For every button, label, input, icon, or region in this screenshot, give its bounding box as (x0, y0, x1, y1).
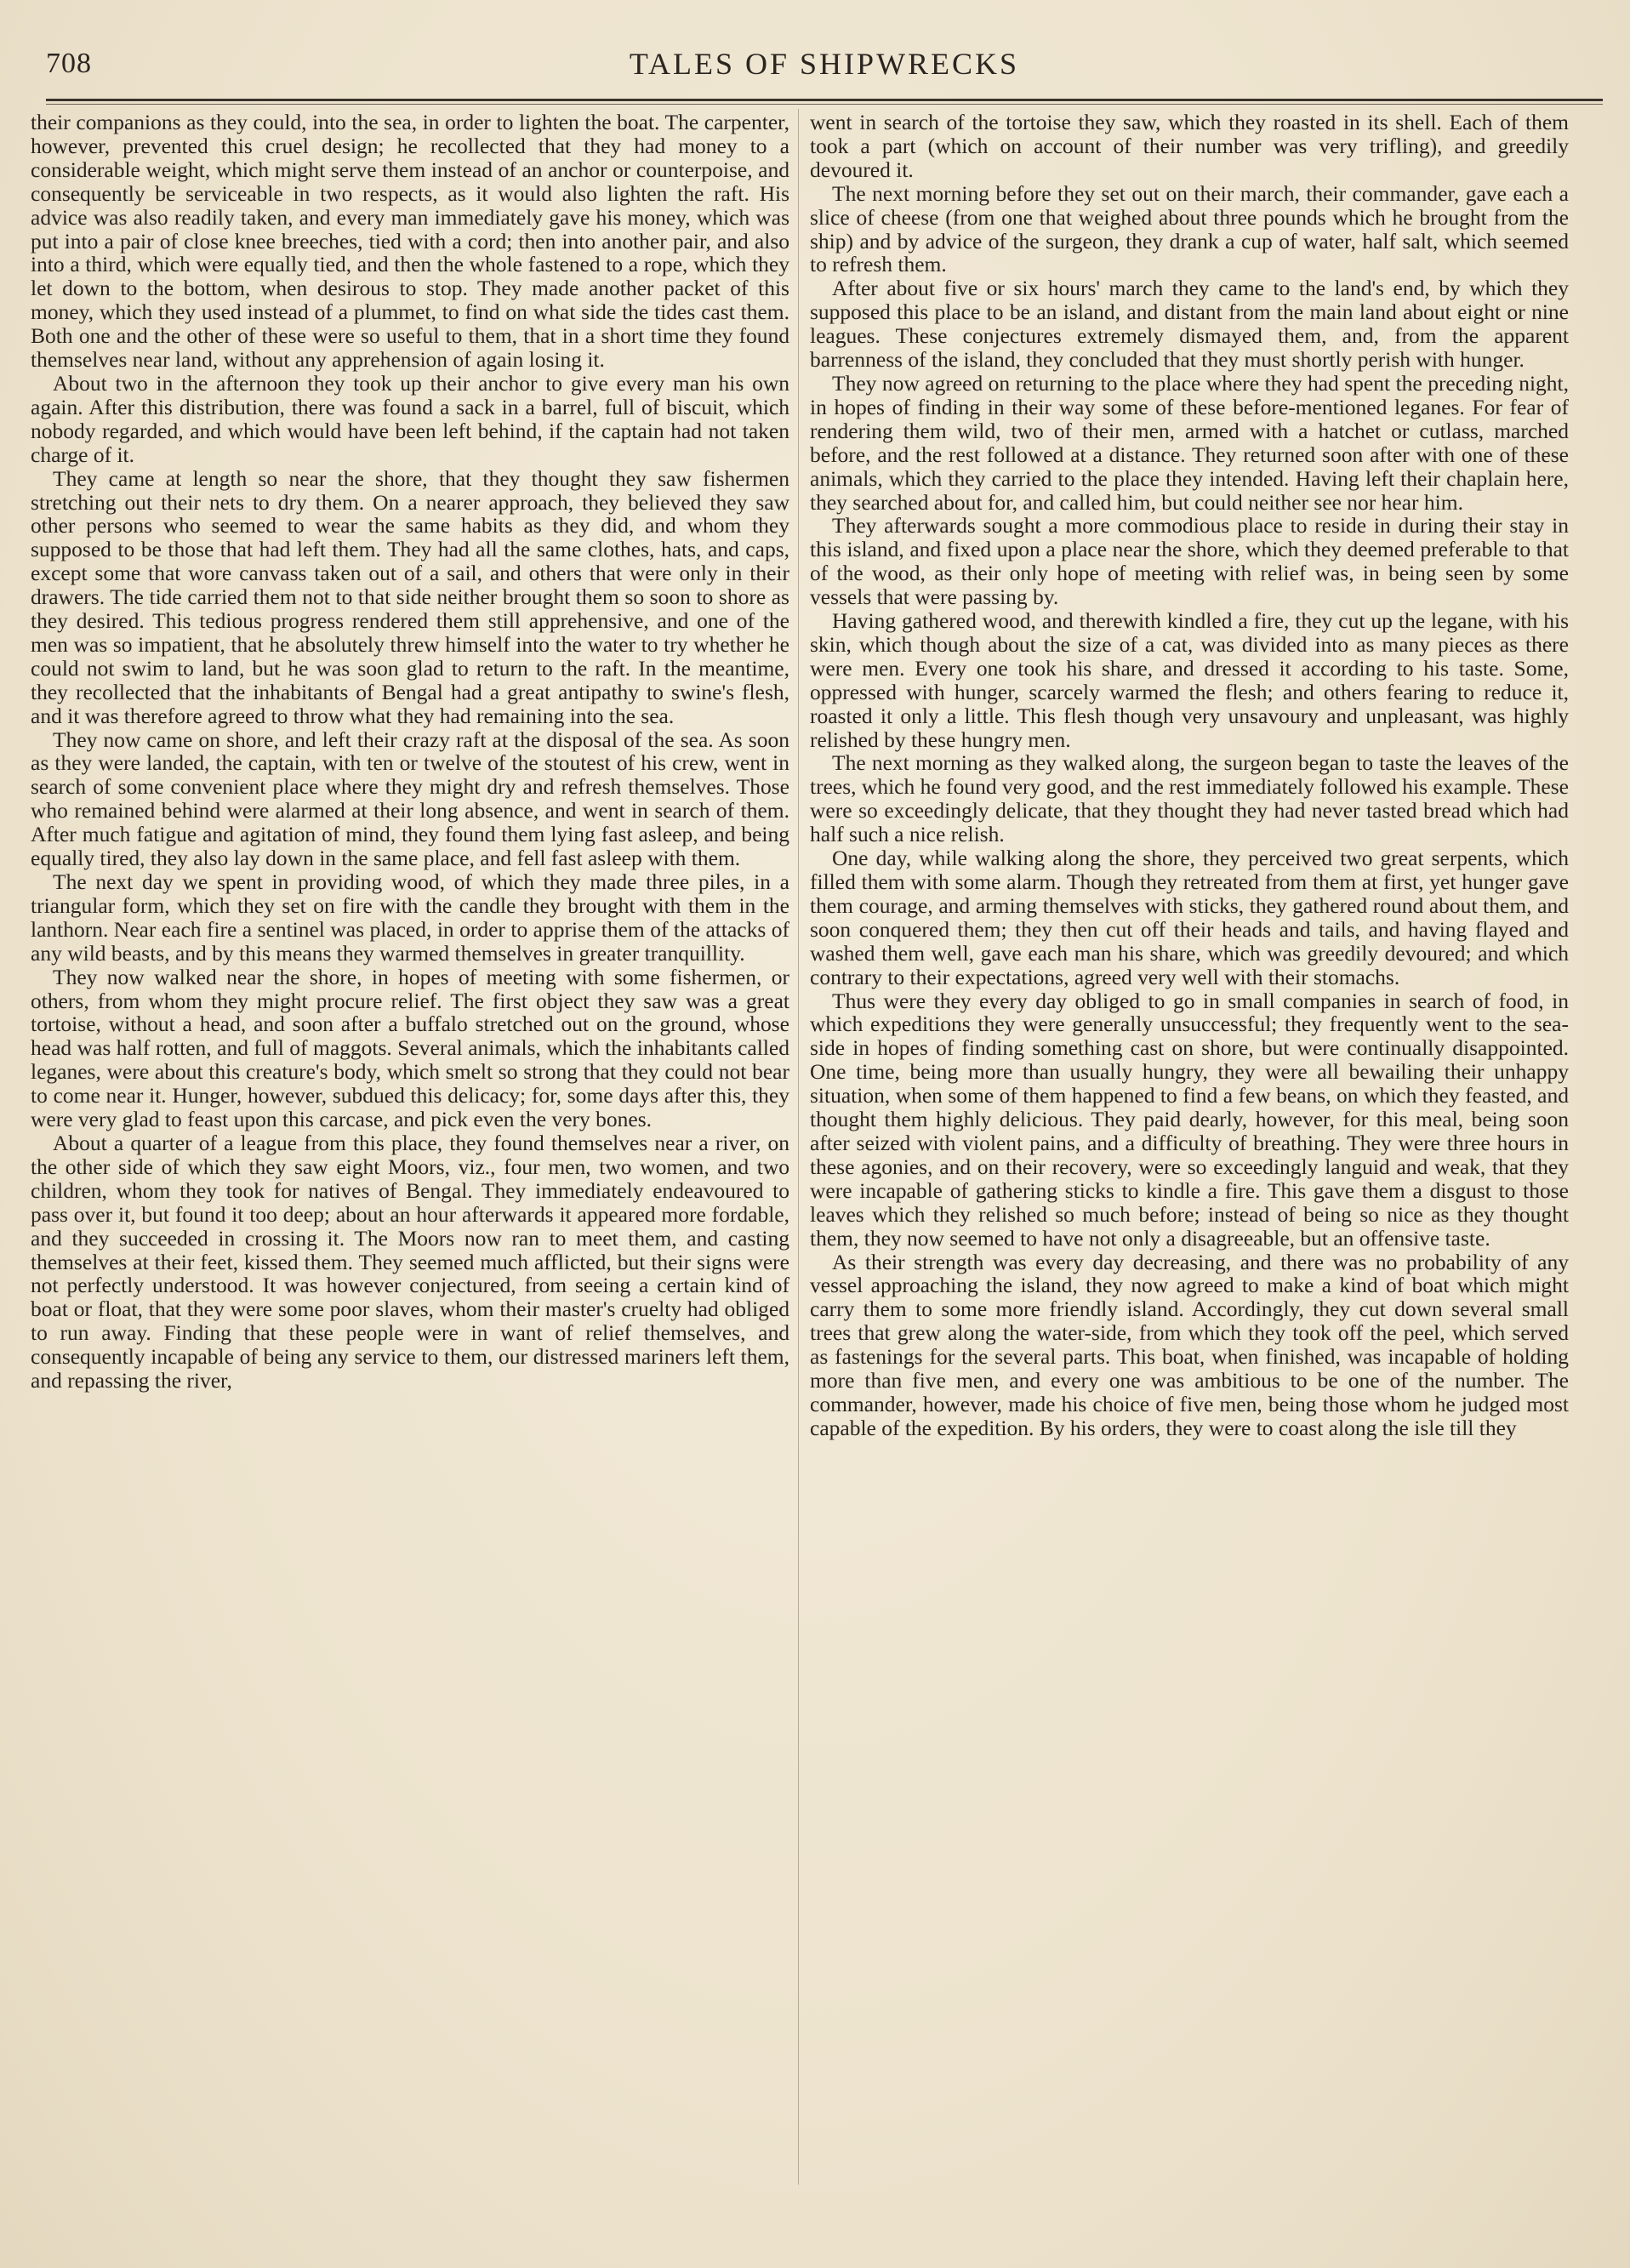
header-rule-thin (46, 104, 1603, 105)
paragraph: About two in the afternoon they took up their anchor to give every man his own again. After this distribution, there was found a sack in a barrel, full of biscuit, which nobody regarded, and which would have been left behind, if the captain had not taken charge of it. (31, 370, 789, 467)
paragraph: Having gathered wood, and therewith kindled a fire, they cut up the legane, with his skin, which though about the size of a cat, was divided into as many pieces as there were men. Every one took his share, and dressed it according to his taste. Some, oppressed with hunger, scarcely warmed the flesh; and others fearing to reduce it, roasted it only a little. This flesh though very unsavoury and unpleasant, was highly relished by these hungry men. (810, 608, 1569, 752)
paragraph: After about five or six hours' march they came to the land's end, by which they supposed this place to be an island, and distant from the main land about eight or nine leagues. These conjectures extremely dismayed them, and, from the apparent barrenness of the island, they concluded that they must shortly perish with hunger. (810, 276, 1569, 373)
header-rule (46, 99, 1603, 101)
paragraph: Thus were they every day obliged to go in small companies in search of food, in which expeditions they were generally unsuccessful; they frequently went to the sea-side in hopes of finding something cast on shore, but were continually disappointed. One time, being more than usually hungry, they were all bewailing their unhappy situation, when some of them happened to find a few beans, on which they feasted, and thought them highly delicious. They paid dearly, however, for this meal, being soon after seized with violent pains, and a difficulty of breathing. They were three hours in these agonies, and on their recovery, were so exceedingly languid and weak, that they were incapable of gathering sticks to kindle a fire. This gave them a disgust to those leaves which they relished so much before; instead of being so nice as they thought them, they now seemed to have not only a disagreeable, but an offensive taste. (810, 988, 1569, 1251)
paragraph: They afterwards sought a more commodious place to reside in during their stay in this island, and fixed upon a place near the shore, which they deemed preferable to that of the wood, as their only hope of meeting with relief was, in being seen by some vessels that were passing by. (810, 513, 1569, 610)
paragraph: The next morning before they set out on their march, their commander, gave each a slice of cheese (from one that weighed about three pounds which he brought from the ship) and by advice of the surgeon, they drank a cup of water, half salt, which seemed to refresh them. (810, 180, 1569, 277)
running-head: TALES OF SHIPWRECKS (629, 47, 1020, 81)
paragraph: The next morning as they walked along, the surgeon began to taste the leaves of the trees, which he found very good, and the rest immediately followed his example. These were so exceedingly delicate, that they thought they had never tasted bread which had half such a nice relish. (810, 750, 1569, 847)
column-divider (798, 109, 799, 2185)
paragraph: The next day we spent in providing wood, of which they made three piles, in a triangular form, which they set on fire with the candle they brought with them in the lanthorn. Near each fire a sentinel was placed, in order to apprise them of the attacks of any wild beasts, and by this means they warmed themselves in greater tranquillity. (31, 869, 789, 966)
right-column (810, 111, 1569, 2186)
paragraph: They now walked near the shore, in hopes of meeting with some fishermen, or others, from whom they might procure relief. The first object they saw was a great tortoise, without a head, and soon after a buffalo stretched out on the ground, whose head was half rotten, and full of maggots. Several animals, which the inhabitants called leganes, were about this creature's body, which smelt so strong that they could not bear to come near it. Hunger, however, subdued this delicacy; for, some days after this, they were very glad to feast upon this carcase, and pick even the very bones. (31, 964, 789, 1132)
paragraph: One day, while walking along the shore, they perceived two great serpents, which filled them with some alarm. Though they retreated from them at first, yet hunger gave them courage, and arming themselves with sticks, they gathered round about them, and soon conquered them; they then cut off their heads and tails, and having flayed and washed them well, gave each man his share, which was greedily devoured; and which contrary to their expectations, agreed very well with their stomachs. (810, 846, 1569, 989)
paragraph: They came at length so near the shore, that they thought they saw fishermen stretching out their nets to dry them. On a nearer approach, they believed they saw other persons who seemed to wear the same habits as they did, and whom they supposed to be those that had left them. They had all the same clothes, hats, and caps, except some that wore canvass taken out of a sail, and others that were only in their drawers. The tide carried them not to that side neither brought them so soon to shore as they desired. This tedious progress rendered them still apprehensive, and one of the men was so impatient, that he absolutely threw himself into the water to try whether he could not swim to land, but he was soon glad to return to the raft. In the meantime, they recollected that the inhabitants of Bengal had a great antipathy to swine's flesh, and it was therefore agreed to throw what they had remaining into the sea. (31, 465, 789, 728)
paragraph: They now agreed on returning to the place where they had spent the preceding night, in hopes of finding in their way some of these before-mentioned leganes. For fear of rendering them wild, two of their men, armed with a hatchet or cutlass, marched before, and the rest followed at a distance. They returned soon after with one of these animals, which they carried to the place they intended. Having left their chaplain here, they searched about for, and called him, but could neither see nor hear him. (810, 370, 1569, 515)
paragraph: their companions as they could, into the sea, in order to lighten the boat. The carpenter, however, prevented this cruel design; he recollected that they had money to a considerable weight, which might serve them instead of an anchor or counterpoise, and consequently be serviceable in two respects, as it would also lighten the raft. His advice was also readily taken, and every man immediately gave his money, which was put into a pair of close knee breeches, tied with a cord; then into another pair, and also into a third, which were equally tied, and then the whole fastened to a rope, which they let down to the bottom, when desirous to stop. They made another packet of this money, which they used instead of a plummet, to find on what side the tides cast them. Both one and the other of these were so useful to them, that in a short time they found themselves near land, without any apprehension of again losing it. (31, 111, 789, 373)
left-column (31, 111, 789, 2186)
paragraph: went in search of the tortoise they saw, which they roasted in its shell. Each of them took a part (which on account of their number was very trifling), and greedily devoured it. (810, 111, 1569, 182)
page-header (46, 41, 1603, 83)
paragraph: As their strength was every day decreasing, and there was no probability of any vessel approaching the island, they now agreed to make a kind of boat which might carry them to some more friendly island. Accordingly, they cut down several small trees that grew along the water-side, from which they took off the peel, which served as fastenings for the several parts. This boat, when finished, was incapable of holding more than five men, and every one was ambitious to be one of the number. The commander, however, made his choice of five men, being those whom he judged most capable of the expedition. By his orders, they were to coast along the isle till they (810, 1249, 1569, 1440)
paragraph: About a quarter of a league from this place, they found themselves near a river, on the other side of which they saw eight Moors, viz., four men, two women, and two children, whom they took for natives of Bengal. They immediately endeavoured to pass over it, but found it too deep; about an hour afterwards it appeared more fordable, and they succeeded in crossing it. The Moors now ran to meet them, and casting themselves at their feet, kissed them. They seemed much afflicted, but their signs were not perfectly understood. It was however conjectured, from seeing a certain kind of boat or float, that they were some poor slaves, whom their master's cruelty had obliged to run away. Finding that these people were in want of relief themselves, and consequently incapable of being any service to them, our distressed mariners left them, and repassing the river, (31, 1130, 789, 1393)
page-number: 708 (46, 48, 92, 79)
paragraph: They now came on shore, and left their crazy raft at the disposal of the sea. As soon as they were landed, the captain, with ten or twelve of the stoutest of his crew, went in search of some convenient place where they might dry and refresh themselves. Those who remained behind were alarmed at their long absence, and went in search of them. After much fatigue and agitation of mind, they found them lying fast asleep, and being equally tired, they also lay down in the same place, and fell fast asleep with them. (31, 727, 789, 871)
